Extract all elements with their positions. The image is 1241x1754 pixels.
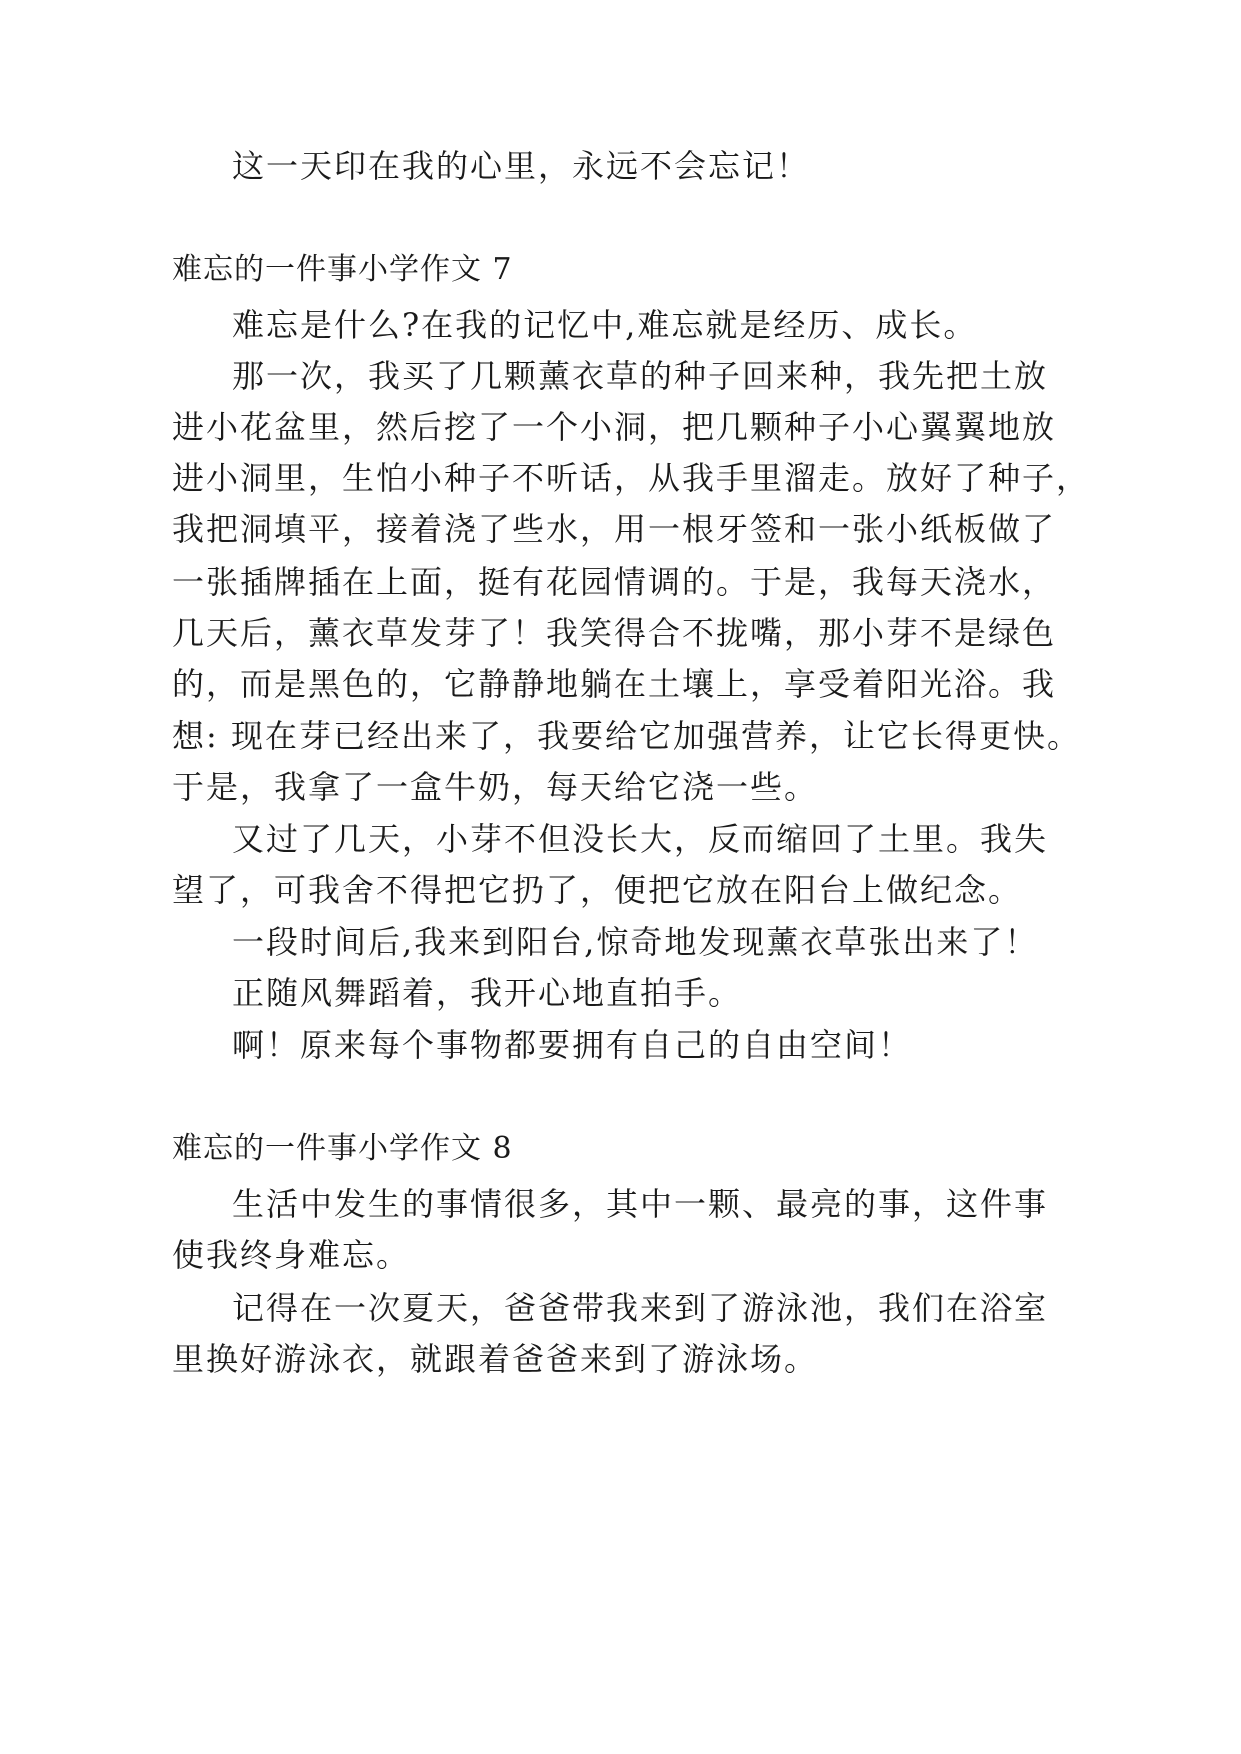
essay-7-line: 于是，我拿了一盒牛奶，每天给它浇一些。: [172, 768, 819, 806]
essay-7-line: 进小洞里，生怕小种子不听话，从我手里溜走。放好了种子，: [172, 459, 1091, 497]
essay-7-title: 难忘的一件事小学作文 7: [172, 252, 513, 287]
essay-7-line: 又过了几天，小芽不但没长大，反而缩回了土里。我失: [232, 820, 1049, 858]
essay-8-line: 记得在一次夏天，爸爸带我来到了游泳池，我们在浴室: [232, 1289, 1049, 1327]
essay-7-line: 那一次，我买了几颗薰衣草的种子回来种，我先把土放: [232, 357, 1049, 395]
essay-7-line: 啊！原来每个事物都要拥有自己的自由空间！: [232, 1026, 913, 1064]
essay-8-title: 难忘的一件事小学作文 8: [172, 1131, 513, 1166]
essay-7-line: 进小花盆里，然后挖了一个小洞，把几颗种子小心翼翼地放: [172, 408, 1057, 446]
closing-line: 这一天印在我的心里，永远不会忘记！: [232, 147, 811, 185]
essay-7-line: 想: 现在芽已经出来了，我要给它加强营养，让它长得更快。: [172, 717, 1081, 755]
essay-8-line: 里换好游泳衣，就跟着爸爸来到了游泳场。: [172, 1340, 819, 1378]
essay-7-line: 难忘是什么?在我的记忆中,难忘就是经历、成长。: [232, 306, 978, 344]
essay-7-line: 望了，可我舍不得把它扔了，便把它放在阳台上做纪念。: [172, 871, 1023, 909]
essay-7-line: 我把洞填平，接着浇了些水，用一根牙签和一张小纸板做了: [172, 510, 1057, 548]
essay-8-line: 生活中发生的事情很多，其中一颗、最亮的事，这件事: [232, 1185, 1049, 1223]
essay-7-line: 一张插牌插在上面，挺有花园情调的。于是，我每天浇水，: [172, 563, 1057, 601]
essay-7-line: 正随风舞蹈着，我开心地直拍手。: [232, 974, 743, 1012]
essay-7-line: 的，而是黑色的，它静静地躺在土壤上，享受着阳光浴。我: [172, 665, 1057, 703]
essay-8-line: 使我终身难忘。: [172, 1236, 411, 1274]
essay-7-line: 一段时间后,我来到阳台,惊奇地发现薰衣草张出来了！: [232, 923, 1039, 961]
essay-7-line: 几天后，薰衣草发芽了！我笑得合不拢嘴，那小芽不是绿色: [172, 614, 1057, 652]
